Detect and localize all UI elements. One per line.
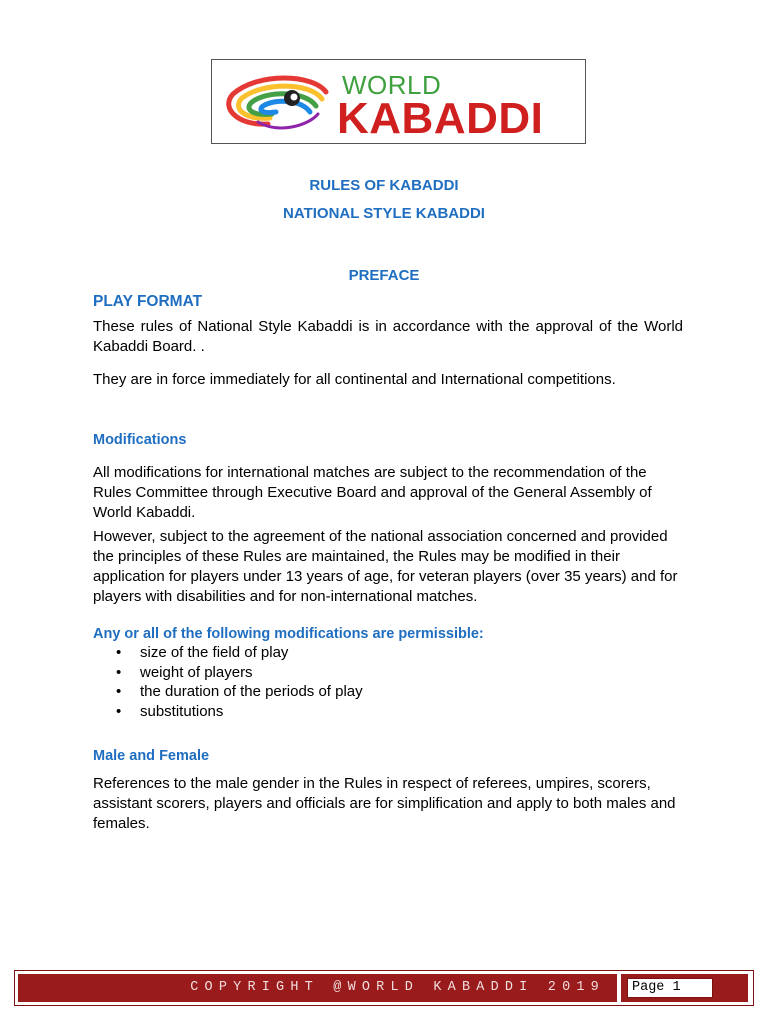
modifications-paragraph-2: However, subject to the agreement of the national association concerned and provided the principles of these Rules are maintained, the Rules may be modified in their application for players under 13 years of age, for veteran players (over 35 years) and for players with disabilities and for non-international matches. bbox=[93, 528, 678, 605]
list-item-text: substitutions bbox=[140, 702, 224, 720]
bullet-icon: • bbox=[116, 683, 122, 700]
play-format-paragraph-2: They are in force immediately for all continental and International competitions. bbox=[93, 371, 616, 388]
male-female-heading: Male and Female bbox=[93, 748, 210, 764]
list-item bbox=[93, 663, 363, 683]
bullet-icon: • bbox=[116, 663, 122, 681]
bullet-icon: • bbox=[116, 702, 122, 720]
page-footer bbox=[14, 970, 754, 1006]
modifications-list bbox=[93, 643, 363, 721]
list-item-text: the duration of the periods of play bbox=[140, 683, 363, 700]
male-female-paragraph: References to the male gender in the Rules in respect of referees, umpires, scorers, assistant scorers, players and officials are for simplification and apply to both males and females. bbox=[93, 775, 676, 832]
list-item-text: weight of players bbox=[140, 663, 253, 681]
list-item-text: size of the field of play bbox=[140, 644, 289, 661]
bullet-icon: • bbox=[116, 644, 122, 661]
doc-subtitle: NATIONAL STYLE KABADDI bbox=[283, 205, 485, 222]
footer-page-bar bbox=[621, 974, 748, 1002]
logo-word-kabaddi: KABADDI bbox=[337, 94, 544, 143]
kabaddi-swirl-icon bbox=[218, 64, 338, 140]
world-kabaddi-logo bbox=[211, 59, 586, 144]
list-item bbox=[93, 643, 363, 663]
list-item bbox=[93, 682, 363, 702]
play-format-paragraph-1: These rules of National Style Kabaddi is in accordance with the approval of the World Kabaddi Board. . bbox=[93, 318, 683, 355]
doc-title: RULES OF KABADDI bbox=[309, 177, 459, 194]
modifications-heading: Modifications bbox=[93, 432, 187, 448]
play-format-heading: PLAY FORMAT bbox=[93, 293, 203, 310]
preface-heading: PREFACE bbox=[348, 267, 420, 284]
page-number: Page 1 bbox=[627, 978, 713, 998]
modifications-paragraph-1: All modifications for international matches are subject to the recommendation of the Rules Committee through Executive Board and approval of the General Assembly of World Kabaddi. bbox=[93, 464, 652, 521]
logo-word-world: WORLD bbox=[342, 70, 442, 100]
footer-copyright-bar bbox=[18, 974, 617, 1002]
footer-copyright: COPYRIGHT @WORLD KABADDI 2019 bbox=[190, 980, 605, 995]
permissible-heading: Any or all of the following modifications are permissible: bbox=[93, 626, 484, 642]
list-item bbox=[93, 702, 363, 722]
